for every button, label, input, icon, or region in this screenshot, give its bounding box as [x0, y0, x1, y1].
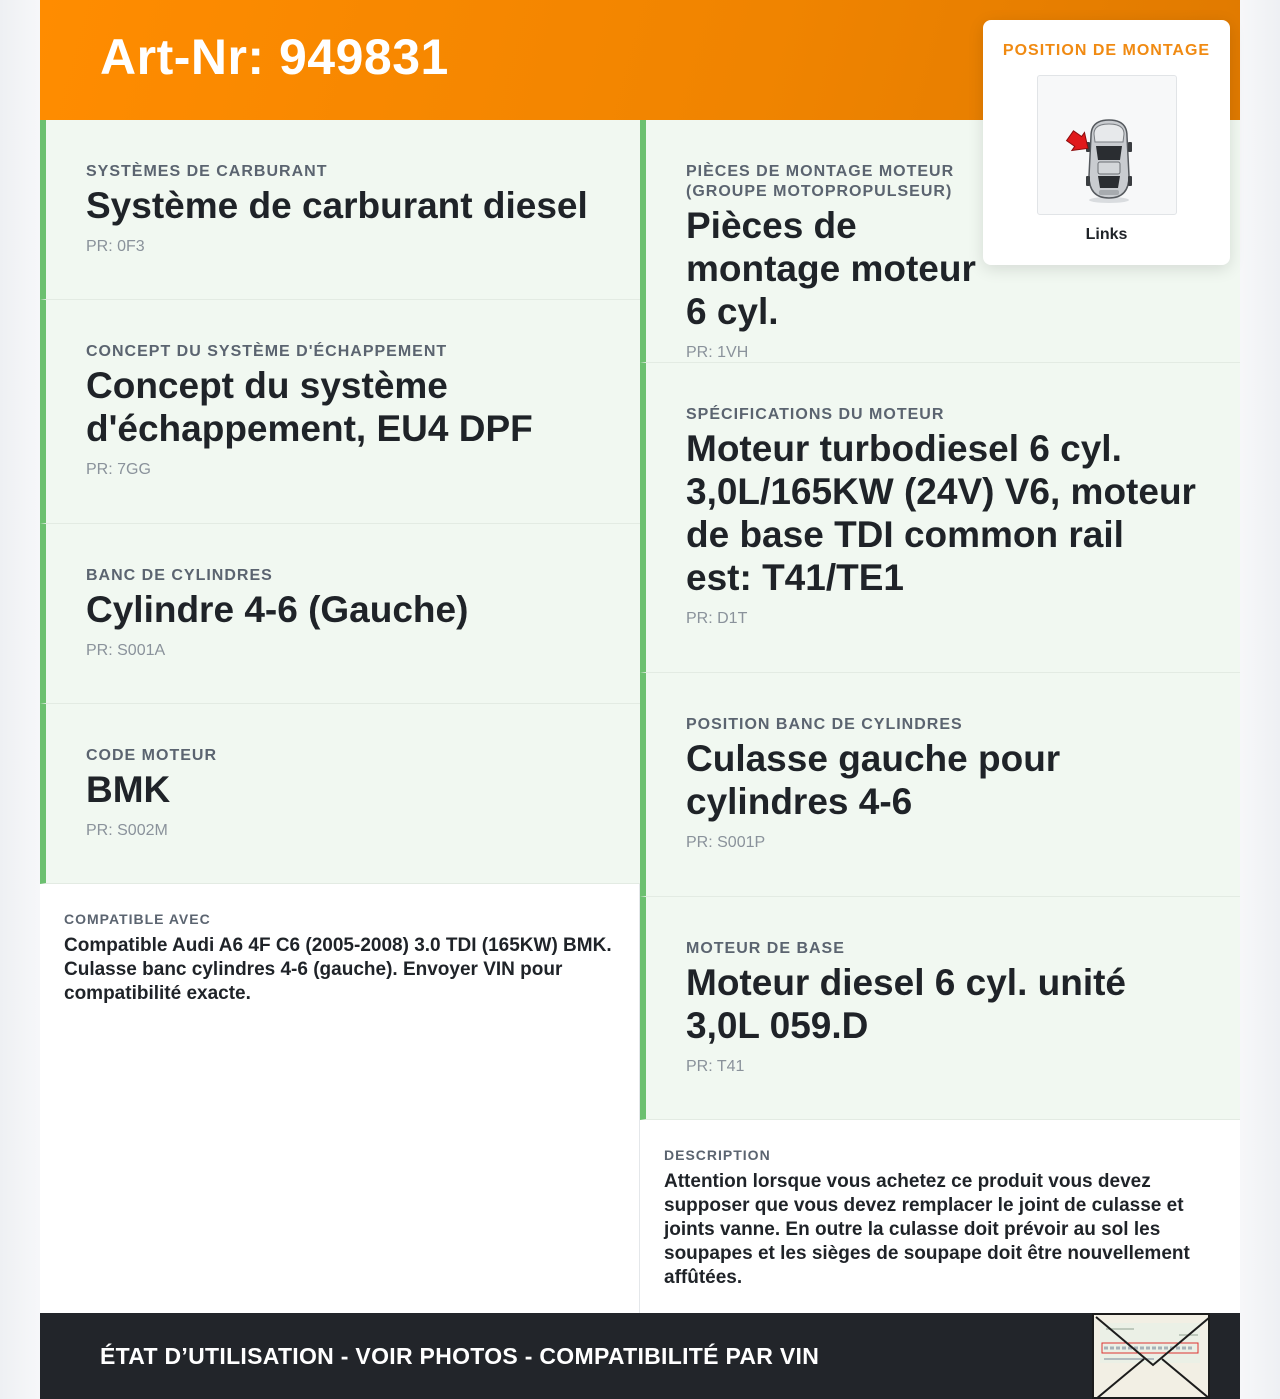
spec-pr-code: PR: 0F3	[86, 238, 145, 255]
footer-bar	[40, 1313, 1240, 1399]
spec-pr-code: PR: S002M	[86, 822, 168, 839]
footer-text: ÉTAT D’UTILISATION - VOIR PHOTOS - COMPATIBILITÉ PAR VIN	[100, 1343, 820, 1369]
description-block	[640, 1120, 1240, 1313]
spec-value: Concept du système d'échappement, EU4 DPF	[86, 365, 533, 449]
right-column	[640, 120, 1240, 1313]
spec-card-cylinder-bank	[40, 524, 640, 704]
left-column	[40, 120, 640, 1313]
article-number-title: Art-Nr: 949831	[100, 29, 449, 85]
vin-plate-envelope-icon	[1092, 1313, 1210, 1399]
spec-label: SYSTÈMES DE CARBURANT	[86, 163, 328, 180]
mounting-position-popover	[983, 20, 1230, 265]
spec-card-base-engine	[640, 897, 1240, 1120]
description-text: Attention lorsque vous achetez ce produit vous devez supposer que vous devez remplacer le joint de culasse et joints vanne. En outre la culasse doit prévoir au sol les soupapes et les sièges de soupape doit être nouvellement affûtées.	[664, 1171, 1190, 1288]
spec-card-engine-code	[40, 704, 640, 884]
spec-pr-code: PR: T41	[686, 1058, 745, 1075]
spec-value: Moteur diesel 6 cyl. unité 3,0L 059.D	[686, 962, 1127, 1046]
spec-value: Pièces de montage moteur 6 cyl.	[686, 205, 976, 332]
compatibility-label: COMPATIBLE AVEC	[64, 911, 211, 927]
spec-label: POSITION BANC DE CYLINDRES	[686, 716, 963, 733]
car-top-view-icon	[1037, 75, 1177, 215]
spec-label: BANC DE CYLINDRES	[86, 567, 273, 584]
spec-label: MOTEUR DE BASE	[686, 940, 845, 957]
spec-card-fuel-system	[40, 120, 640, 300]
spec-value: Moteur turbodiesel 6 cyl. 3,0L/165KW (24V) V6, moteur de base TDI common rail est: T41/TE1	[686, 428, 1196, 598]
spec-value: Système de carburant diesel	[86, 185, 588, 226]
spec-label: CODE MOTEUR	[86, 747, 217, 764]
popover-title: POSITION DE MONTAGE	[1002, 42, 1211, 59]
description-label: DESCRIPTION	[664, 1147, 771, 1163]
spec-pr-code: PR: S001P	[686, 834, 766, 851]
spec-pr-code: PR: 7GG	[86, 461, 151, 478]
spec-value: BMK	[86, 769, 171, 810]
compatibility-block	[40, 884, 640, 1313]
spec-pr-code: PR: S001A	[86, 642, 166, 659]
spec-card-engine-specs	[640, 363, 1240, 673]
spec-label: CONCEPT DU SYSTÈME D'ÉCHAPPEMENT	[86, 343, 448, 360]
spec-card-cylinder-bank-position	[640, 673, 1240, 897]
column-divider	[639, 884, 640, 1313]
spec-label: PIÈCES DE MONTAGE MOTEUR (GROUPE MOTOPROPULSEUR)	[686, 163, 955, 200]
spec-label: SPÉCIFICATIONS DU MOTEUR	[686, 406, 945, 423]
spec-pr-code: PR: D1T	[686, 610, 748, 627]
spec-card-exhaust-concept	[40, 300, 640, 524]
spec-value: Cylindre 4-6 (Gauche)	[86, 589, 469, 630]
spec-pr-code: PR: 1VH	[686, 344, 749, 361]
spec-value: Culasse gauche pour cylindres 4-6	[686, 738, 1061, 822]
compatibility-text: Compatible Audi A6 4F C6 (2005-2008) 3.0 TDI (165KW) BMK. Culasse banc cylindres 4-6 (gauche). Envoyer VIN pour compatibilité exacte.	[64, 935, 612, 1004]
mounting-side-caption: Links	[1085, 226, 1128, 243]
